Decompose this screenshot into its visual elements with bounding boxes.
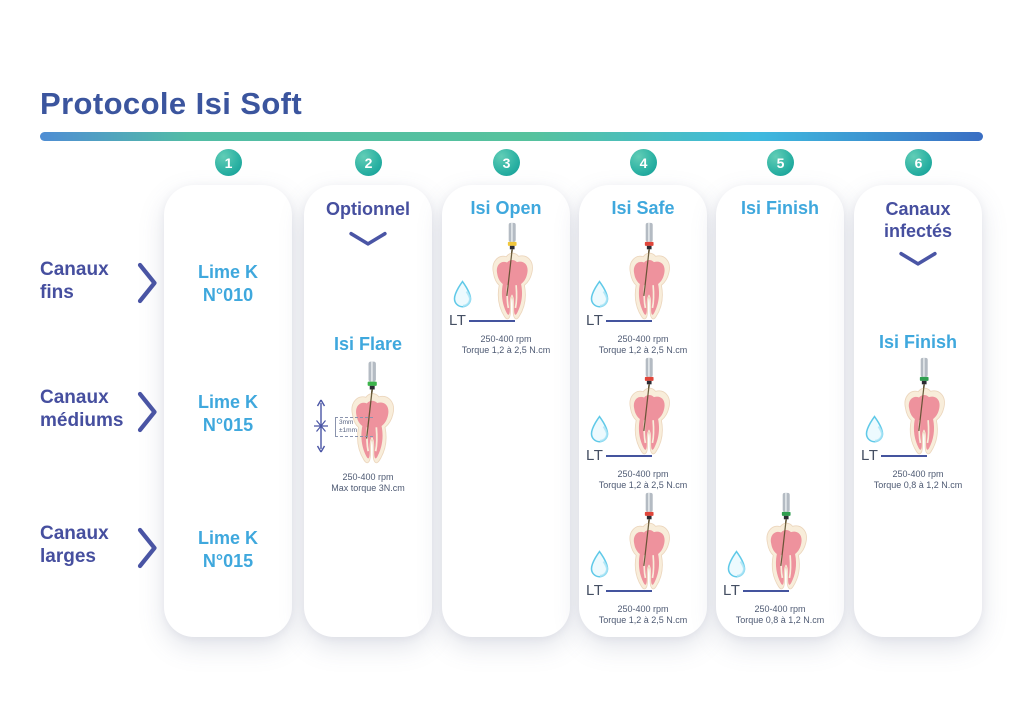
spec-rpm: 250-400 rpm: [480, 334, 532, 344]
lt-indicator: [586, 582, 652, 599]
water-drop-icon: [588, 550, 611, 579]
lime-k-size: N°015: [202, 415, 254, 435]
chevron-right-icon: [137, 261, 159, 305]
water-drop-icon: [588, 415, 611, 444]
lt-label: LT: [861, 447, 879, 464]
protocol-card-4-isi-safe: [579, 185, 707, 637]
tooth-step-group: [579, 222, 707, 357]
lime-k-cell: [164, 261, 292, 307]
product-title-isi-finish: Isi Finish: [740, 198, 819, 218]
spec-rpm: 250-400 rpm: [342, 472, 394, 482]
protocol-card-1-lime-k: [164, 185, 292, 637]
spec-torque: Torque 1,2 à 2,5 N.cm: [598, 614, 688, 625]
spec-block: [854, 469, 982, 490]
card-header-line: infectés: [883, 221, 953, 241]
page-title: Protocole Isi Soft: [40, 86, 303, 121]
protocol-card-5-isi-finish: [716, 185, 844, 637]
row-label-line: Canaux: [40, 387, 109, 408]
spec-rpm: 250-400 rpm: [617, 469, 669, 479]
row-label-line: Canaux: [40, 259, 109, 280]
row-label-canaux-mediums: [40, 386, 150, 432]
spec-torque: Torque 1,2 à 2,5 N.cm: [598, 344, 688, 355]
measure-tolerance: ±1mm: [339, 427, 358, 434]
row-label-line: médiums: [40, 410, 124, 431]
lime-k-size: N°015: [202, 551, 254, 571]
card-header-line: Canaux: [885, 199, 951, 219]
water-drop-icon: [863, 415, 886, 444]
spec-rpm: 250-400 rpm: [754, 604, 806, 614]
spec-block: [716, 604, 844, 625]
lt-label: LT: [723, 582, 741, 599]
chevron-down-icon: [348, 231, 388, 247]
measure-arrows-icon: [308, 397, 334, 455]
lt-label: LT: [449, 312, 467, 329]
tooth-step-group: [579, 357, 707, 492]
tooth-step-group: [579, 492, 707, 627]
measure-annotation: [335, 417, 373, 437]
step-badge-5: 5: [767, 149, 794, 176]
spec-torque: Torque 1,2 à 2,5 N.cm: [461, 344, 551, 355]
gradient-divider: [40, 132, 983, 141]
lt-indicator: [723, 582, 789, 599]
protocol-card-3-isi-open: [442, 185, 570, 637]
card-header-canaux-infectes: [854, 198, 982, 242]
card-header-optionnel: Optionnel: [326, 199, 410, 219]
chevron-right-icon: [137, 390, 159, 434]
lime-k-name: Lime K: [197, 392, 258, 412]
row-label-canaux-larges: [40, 522, 150, 568]
spec-torque: Torque 0,8 à 1,2 N.cm: [873, 479, 963, 490]
lt-line: [881, 455, 927, 457]
step-badge-3: 3: [493, 149, 520, 176]
product-title-isi-open: Isi Open: [470, 198, 542, 218]
lt-line: [469, 320, 515, 322]
chevron-right-icon: [137, 526, 159, 570]
step-badge-2: 2: [355, 149, 382, 176]
step-badge-1: 1: [215, 149, 242, 176]
lt-label: LT: [586, 312, 604, 329]
lime-k-name: Lime K: [197, 528, 258, 548]
lime-k-name: Lime K: [197, 262, 258, 282]
row-label-canaux-fins: [40, 258, 150, 304]
lt-line: [606, 455, 652, 457]
lt-indicator: [586, 447, 652, 464]
chevron-down-icon: [898, 251, 938, 267]
lt-indicator: [861, 447, 927, 464]
water-drop-icon: [588, 280, 611, 309]
tooth-illustration: [332, 361, 412, 471]
lt-label: LT: [586, 582, 604, 599]
product-title-isi-finish: Isi Finish: [878, 332, 957, 352]
spec-block: [442, 334, 570, 355]
row-label-line: fins: [40, 282, 74, 303]
tooth-step-group: [442, 222, 570, 357]
lt-line: [606, 590, 652, 592]
measure-value: 3mm: [339, 419, 354, 426]
spec-block: [579, 604, 707, 625]
lt-line: [743, 590, 789, 592]
protocol-card-2-isi-flare: [304, 185, 432, 637]
spec-torque: Max torque 3N.cm: [331, 482, 405, 493]
lt-indicator: [586, 312, 652, 329]
lime-k-cell: [164, 391, 292, 437]
row-label-line: larges: [40, 546, 96, 567]
lt-indicator: [449, 312, 515, 329]
spec-rpm: 250-400 rpm: [617, 334, 669, 344]
tooth-step-group: [716, 492, 844, 627]
row-label-line: Canaux: [40, 523, 109, 544]
tooth-step-group: [854, 357, 982, 492]
spec-rpm: 250-400 rpm: [617, 604, 669, 614]
step-badge-6: 6: [905, 149, 932, 176]
protocol-card-6-canaux-infectes: [854, 185, 982, 637]
spec-block: [304, 472, 432, 493]
spec-block: [579, 334, 707, 355]
product-title-isi-safe: Isi Safe: [611, 198, 675, 218]
product-title-isi-flare: Isi Flare: [333, 334, 403, 354]
spec-torque: Torque 0,8 à 1,2 N.cm: [735, 614, 825, 625]
spec-torque: Torque 1,2 à 2,5 N.cm: [598, 479, 688, 490]
lime-k-size: N°010: [202, 285, 254, 305]
lt-line: [606, 320, 652, 322]
lime-k-cell: [164, 527, 292, 573]
spec-rpm: 250-400 rpm: [892, 469, 944, 479]
lt-label: LT: [586, 447, 604, 464]
spec-block: [579, 469, 707, 490]
water-drop-icon: [451, 280, 474, 309]
water-drop-icon: [725, 550, 748, 579]
step-badge-4: 4: [630, 149, 657, 176]
